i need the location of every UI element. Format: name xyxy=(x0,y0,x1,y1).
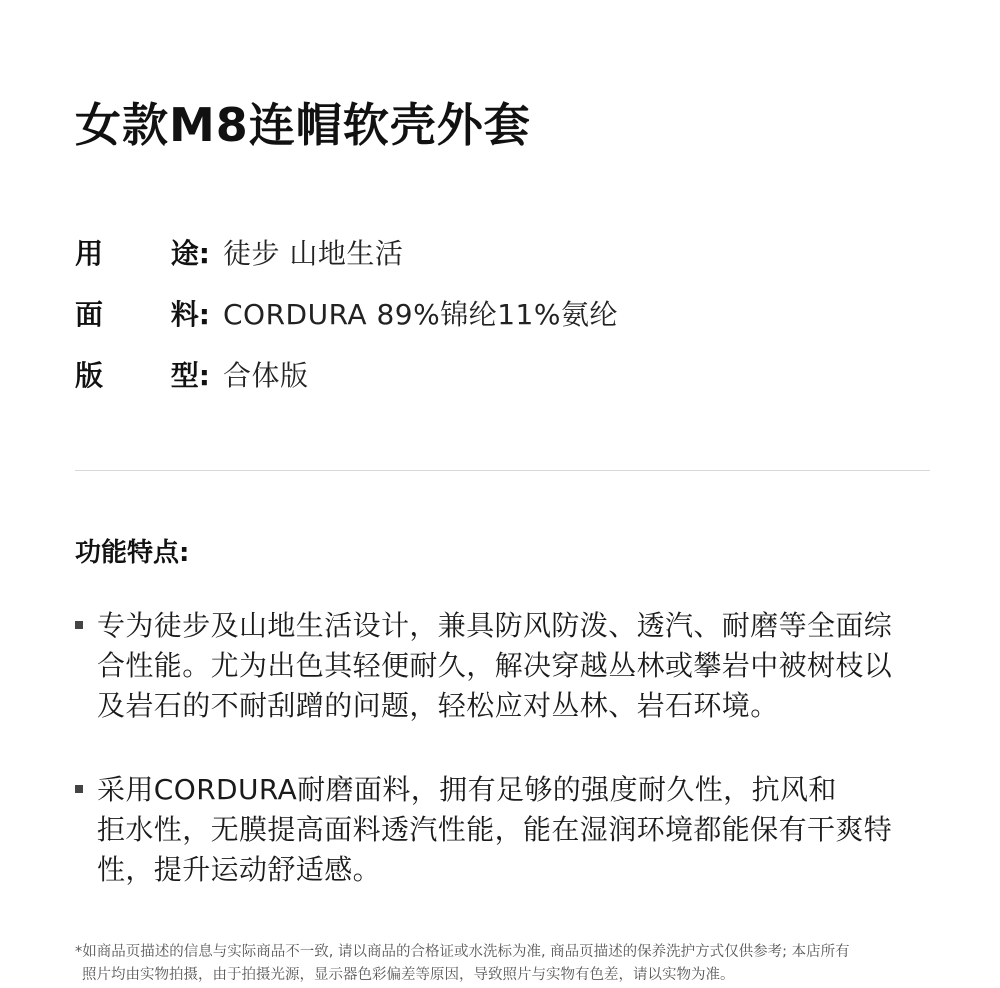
feature-text-line: 采用CORDURA耐磨面料，拥有足够的强度耐久性，抗风和 xyxy=(97,773,837,806)
spec-label xyxy=(75,234,210,274)
disclaimer-line: 照片均由实物拍摄，由于拍摄光源，显示器色彩偏差等原因，导致照片与实物有色差，请以实物为准。 xyxy=(82,967,735,983)
spec-label-char: 版 xyxy=(75,359,104,392)
spec-label-char: 面 xyxy=(75,298,104,331)
spec-label-char: 途: xyxy=(170,237,210,270)
bullet-square-icon xyxy=(75,785,83,793)
bullet-square-icon xyxy=(75,621,83,629)
spec-label-char: 用 xyxy=(75,237,104,270)
spec-label xyxy=(75,356,210,396)
spec-label xyxy=(75,295,210,335)
feature-text-line: 性，提升运动舒适感。 xyxy=(97,853,382,886)
features-heading: 功能特点: xyxy=(75,538,190,568)
feature-text-line: 拒水性，无膜提高面料透汽性能，能在湿润环境都能保有干爽特 xyxy=(97,813,893,846)
feature-text-line: 专为徒步及山地生活设计，兼具防风防泼、透汽、耐磨等全面综 xyxy=(97,609,893,642)
feature-text-line: 合性能。尤为出色其轻便耐久，解决穿越丛林或攀岩中被树枝以 xyxy=(97,649,893,682)
section-divider xyxy=(75,470,930,471)
spec-label-char: 型: xyxy=(170,359,210,392)
spec-value-usage: 徒步 山地生活 xyxy=(223,237,404,270)
spec-label-char: 料: xyxy=(170,298,210,331)
spec-value-fit: 合体版 xyxy=(223,359,309,392)
spec-value-material: CORDURA 89%锦纶11%氨纶 xyxy=(223,298,618,331)
product-title: 女款M8连帽软壳外套 xyxy=(75,98,531,152)
disclaimer-line: *如商品页描述的信息与实际商品不一致, 请以商品的合格证或水洗标为准, 商品页描述的保养洗护方式仅供参考; 本店所有 xyxy=(75,944,850,960)
feature-text-line: 及岩石的不耐刮蹭的问题，轻松应对丛林、岩石环境。 xyxy=(97,689,779,722)
